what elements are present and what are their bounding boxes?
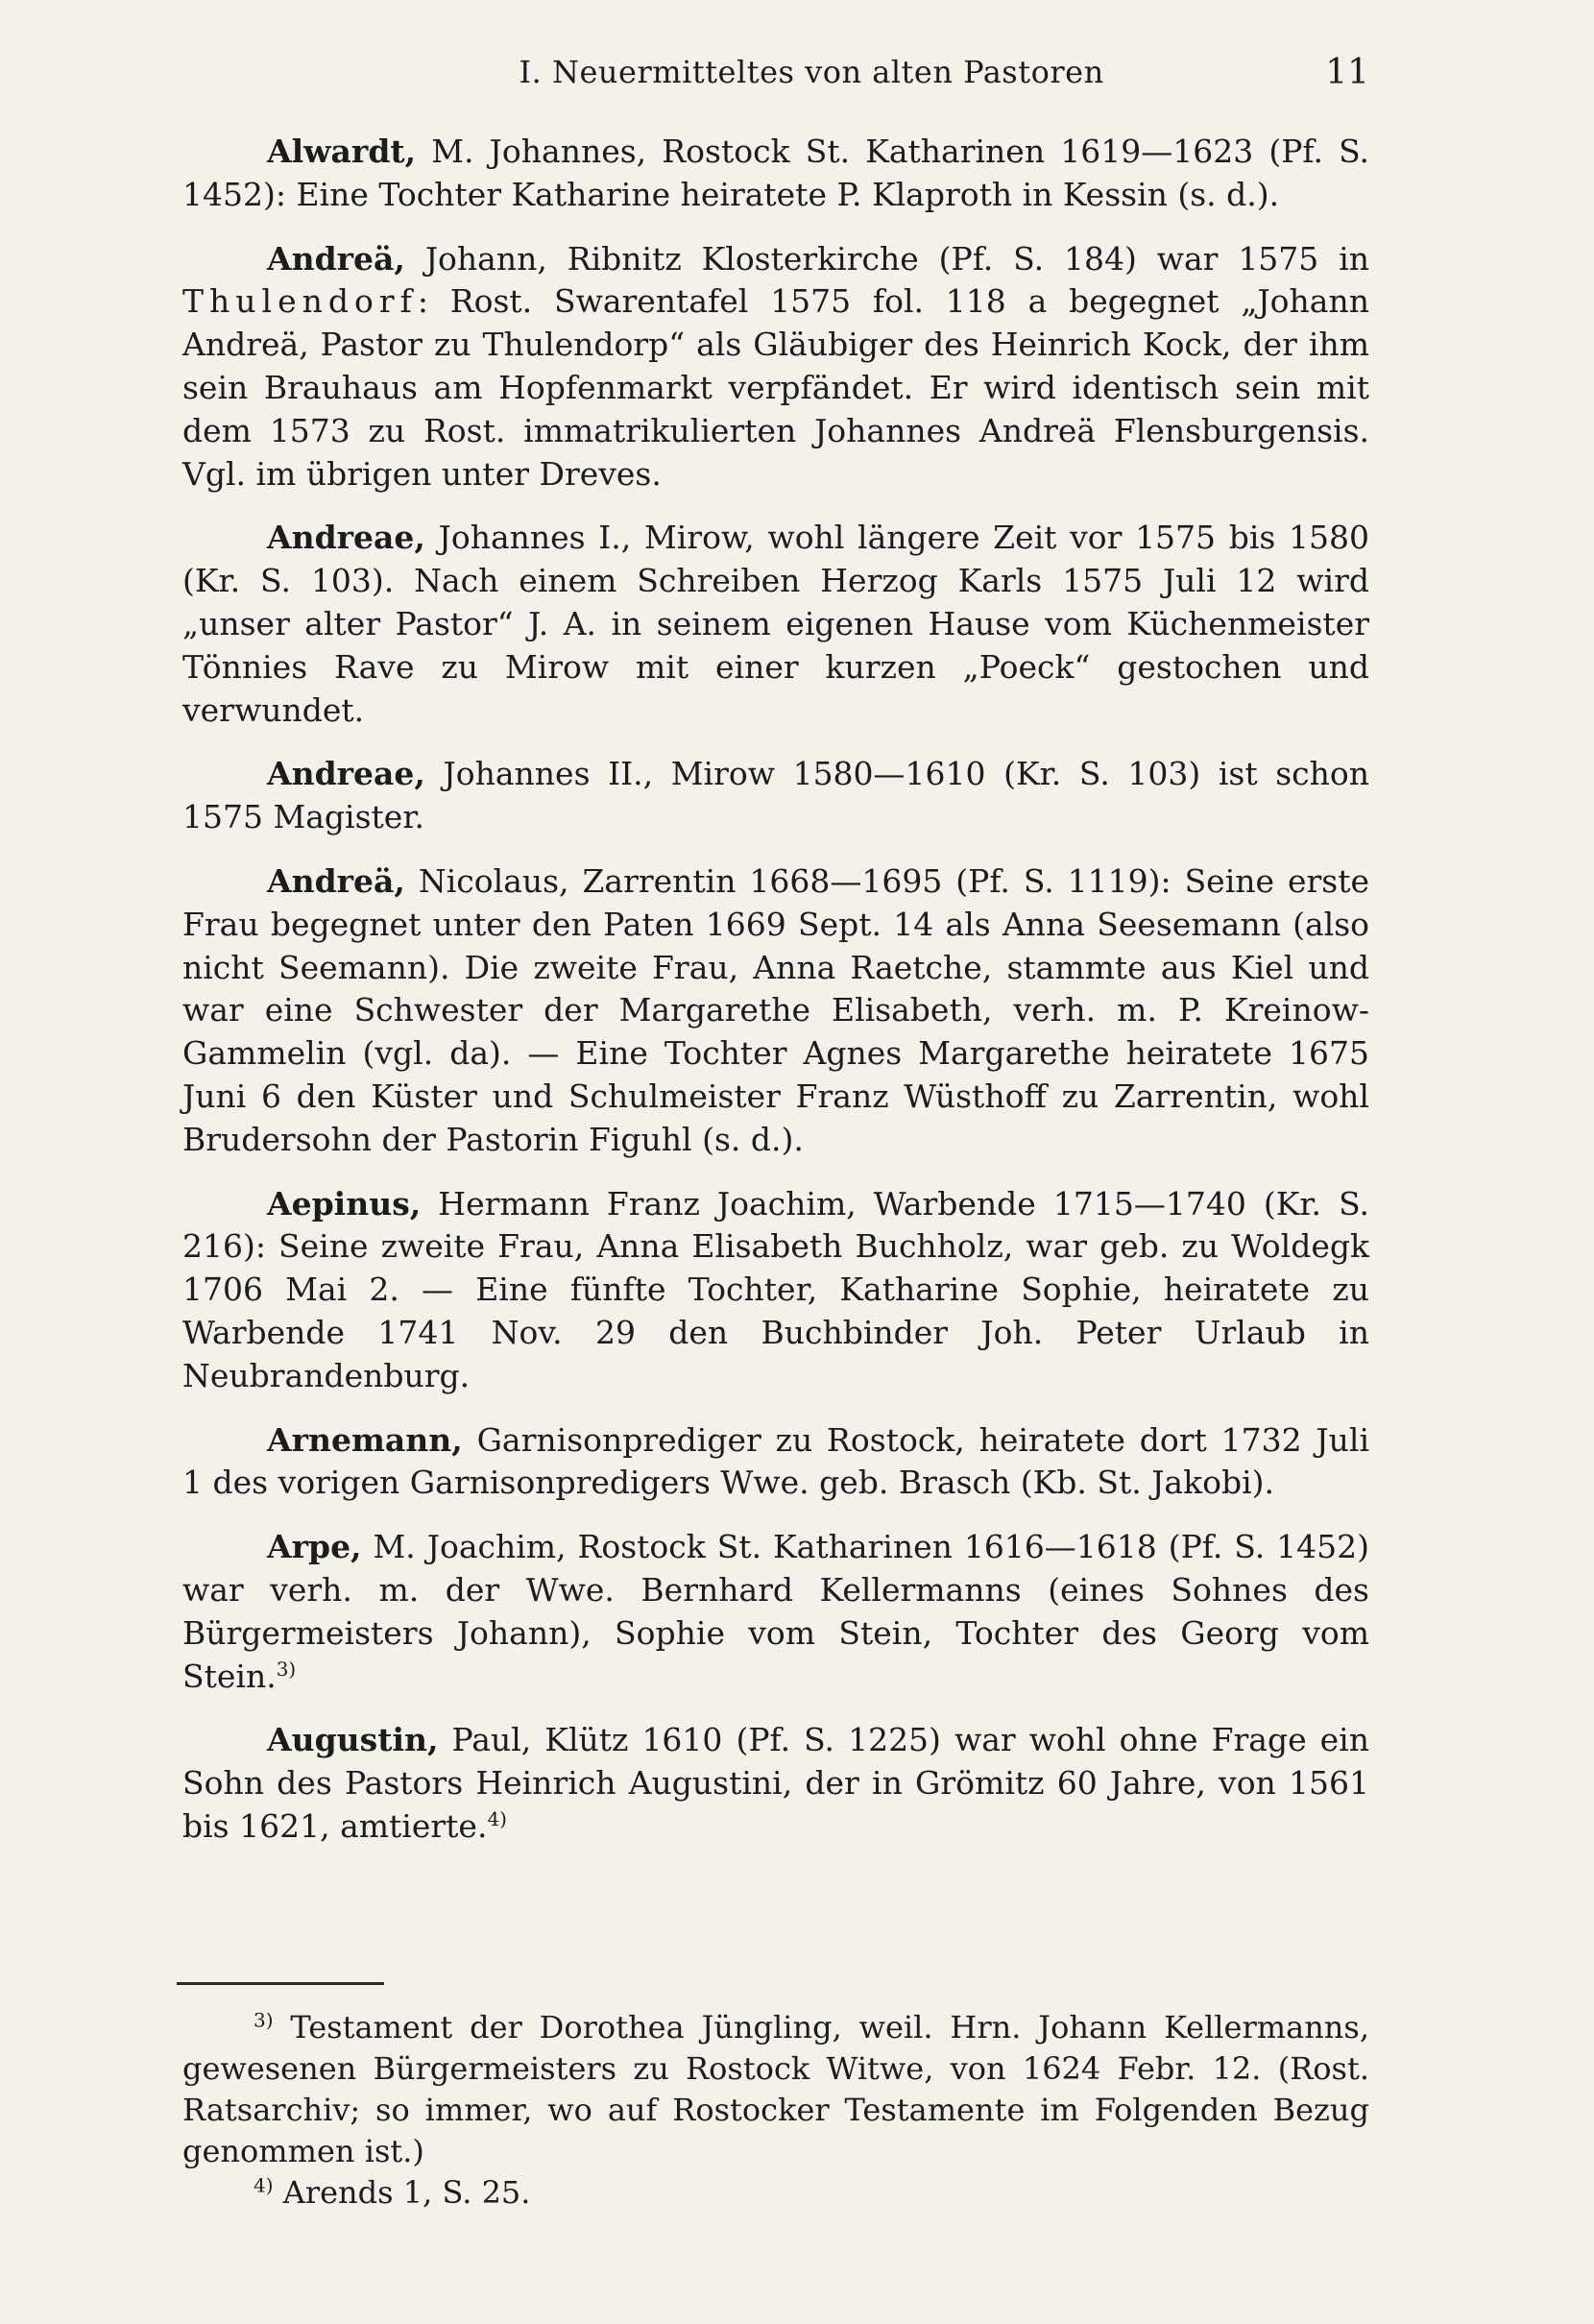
running-header [182,48,1369,96]
entry-aepinus [182,1183,1369,1398]
entry-arnemann [182,1419,1369,1506]
entry-text: Johann, Ribnitz Klosterkirche (Pf. S. 184) war 1575 in [404,239,1369,278]
entry-name: Arpe, [267,1528,362,1566]
entry-text: Garnisonprediger zu Rostock, heiratete dort 1732 Juli 1 des vorigen Garnisonpredigers Wwe. geb. Brasch (Kb. St. Jakobi). [182,1420,1369,1502]
main-text [182,131,1369,1870]
entry-name: Aepinus, [267,1184,422,1223]
entry-name: Andreae, [267,519,425,557]
footnote-text: Testament der Dorothea Jüngling, weil. Hrn. Johann Kellermanns, gewesenen Bürgermeisters zu Rostock Witwe, von 1624 Febr. 12. (Rost. Ratsarchiv; so immer, wo auf Rostocker Testamente im Folgenden Bezug genommen ist.) [182,2009,1369,2169]
footnote-text: Arends 1, S. 25. [273,2174,531,2211]
entry-andreae-johannes-1 [182,517,1369,732]
entry-alwardt [182,131,1369,217]
entry-arpe [182,1526,1369,1698]
entry-text: Hermann Franz Joachim, Warbende 1715—1740 (Kr. S. 216): Seine zweite Frau, Anna Elisabeth Buchholz, war geb. zu Woldegk 1706 Mai 2. — Eine fünfte Tochter, Katharine Sophie, heiratete zu Warbende 1741 Nov. 29 den Buchbinder Joh. Peter Urlaub in Neubrandenburg. [182,1184,1369,1394]
running-title: I. Neuermitteltes von alten Pastoren [519,54,1104,90]
footnote-reference[interactable]: 3) [276,1657,297,1681]
entry-andreae-nicolaus [182,860,1369,1162]
entry-name: Andreä, [267,861,405,900]
entry-text: Paul, Klütz 1610 (Pf. S. 1225) war wohl ohne Frage ein Sohn des Pastors Heinrich Augustini, der in Grömitz 60 Jahre, von 1561 bis 1621, amtierte. [182,1721,1369,1845]
entry-name: Andreä, [267,239,405,278]
footnote-mark: 4) [254,2173,274,2197]
page-number: 11 [1325,52,1369,92]
entry-text: M. Johannes, Rostock St. Katharinen 1619—1623 (Pf. S. 1452): Eine Tochter Katharine heiratete P. Klaproth in Kessin (s. d.). [182,133,1369,213]
footnote-mark: 3) [254,2008,274,2032]
entry-name: Augustin, [267,1721,439,1759]
entry-text: M. Joachim, Rostock St. Katharinen 1616—1618 (Pf. S. 1452) war verh. m. der Wwe. Bernhard Kellermanns (eines Sohnes des Bürgermeisters Johann), Sophie vom Stein, Tochter des Georg vom Stein. [182,1528,1369,1695]
entry-text-continued: : Rost. Swarentafel 1575 fol. 118 a begegnet „Johann Andreä, Pastor zu Thulendorp“ als Gläubiger des Heinrich Kock, der ihm sein Brauhaus am Hopfenmarkt verpfändet. Er wird identisch sein mit dem 1573 zu Rost. immatrikulierten Johannes Andreä Flensburgensis. Vgl. im übrigen unter Dreves. [182,282,1369,493]
entry-name: Alwardt, [267,133,417,170]
footnote-3 [182,2007,1369,2172]
entry-augustin [182,1719,1369,1848]
entry-andreae-johann [182,238,1369,496]
footnotes [182,2007,1369,2214]
entry-text: Johannes I., Mirow, wohl längere Zeit vor 1575 bis 1580 (Kr. S. 103). Nach einem Schreiben Herzog Karls 1575 Juli 12 wird „unser alter Pastor“ J. A. in seinem eigenen Hause vom Küchenmeister Tönnies Rave zu Mirow mit einer kurzen „Poeck“ gestochen und verwundet. [182,519,1369,729]
footnote-divider [177,1982,384,1985]
entry-name: Arnemann, [267,1420,463,1459]
footnote-reference[interactable]: 4) [487,1806,507,1830]
spaced-place-name: Thulendorf [182,282,418,321]
entry-text: Nicolaus, Zarrentin 1668—1695 (Pf. S. 1119): Seine erste Frau begegnet unter den Paten 1669 Sept. 14 als Anna Seesemann (also nicht Seemann). Die zweite Frau, Anna Raetche, stammte aus Kiel und war eine Schwester der Margarethe Elisabeth, verh. m. P. Kreinow-Gammelin (vgl. da). — Eine Tochter Agnes Margarethe heiratete 1675 Juni 6 den Küster und Schulmeister Franz Wüsthoff zu Zarrentin, wohl Brudersohn der Pastorin Figuhl (s. d.). [182,861,1369,1158]
footnote-4 [182,2172,1369,2214]
entry-andreae-johannes-2 [182,753,1369,839]
entry-name: Andreae, [267,755,425,793]
entry-text: Johannes II., Mirow 1580—1610 (Kr. S. 103) ist schon 1575 Magister. [182,755,1369,836]
